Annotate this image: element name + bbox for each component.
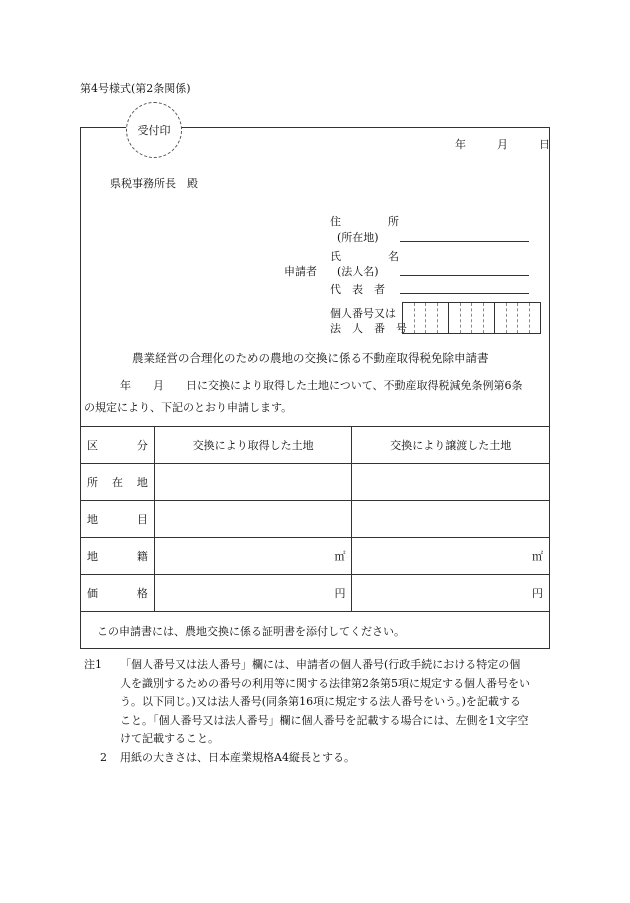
- row-label-price: [81, 575, 155, 612]
- row-label-char: 地: [87, 550, 98, 563]
- note-1-line: けて記載すること。: [120, 732, 219, 745]
- date-year: 年: [455, 138, 466, 151]
- number-label-2: 法 人 番 号: [330, 322, 407, 335]
- reception-stamp-circle: [126, 102, 182, 158]
- row-label-area: [81, 538, 155, 575]
- area-unit: ㎡: [334, 550, 346, 563]
- name-sub-label: (法人名): [337, 265, 379, 278]
- attachment-note: この申請書には、農地交換に係る証明書を添付してください。: [97, 625, 405, 638]
- document-title: 農業経営の合理化のための農地の交換に係る不動産取得税免除申請書: [132, 351, 489, 365]
- number-digit-cell[interactable]: [403, 303, 415, 333]
- header-category-char: 区: [87, 439, 98, 452]
- number-digit-cell[interactable]: [507, 303, 519, 333]
- number-digit-cell[interactable]: [495, 303, 507, 333]
- price-unit: 円: [334, 587, 346, 600]
- row-label-char: 地: [87, 513, 98, 526]
- number-digit-cell[interactable]: [438, 303, 450, 333]
- price-acquired-cell[interactable]: [154, 575, 352, 612]
- row-label-land-category: [81, 501, 155, 538]
- table-row: [81, 575, 550, 612]
- row-label-char: 格: [136, 587, 148, 600]
- number-digit-cell[interactable]: [461, 303, 473, 333]
- name-label-2: 名: [388, 250, 399, 263]
- note-2-text: 用紙の大きさは、日本産業規格A4縦長とする。: [120, 750, 355, 764]
- note-1-line: 人を識別するための番号の利用等に関する法律第2条第5項に規定する個人番号をい: [120, 676, 530, 690]
- land-category-acquired-cell[interactable]: [154, 501, 352, 538]
- number-digit-cell[interactable]: [518, 303, 530, 333]
- date-day: 日: [539, 138, 550, 151]
- location-acquired-cell[interactable]: [154, 464, 352, 501]
- note-1-number: 注1: [84, 658, 102, 671]
- note-2-number: 2: [100, 750, 107, 764]
- date-month: 月: [497, 138, 508, 151]
- land-category-transferred-cell[interactable]: [352, 501, 550, 538]
- name-label-1: 氏: [330, 250, 341, 263]
- table-row: [81, 501, 550, 538]
- header-acquired: 交換により取得した土地: [154, 427, 352, 464]
- row-label-char: 価: [87, 587, 98, 600]
- land-table: [80, 426, 550, 612]
- number-digit-cell[interactable]: [484, 303, 496, 333]
- addressee: 県税事務所長 殿: [110, 177, 198, 190]
- representative-label: 代 表 者: [330, 283, 385, 296]
- table-header-row: [81, 427, 550, 464]
- number-label-1: 個人番号又は: [330, 307, 396, 320]
- note-2: [84, 749, 554, 768]
- area-acquired-cell[interactable]: [154, 538, 352, 575]
- row-label-location: [81, 464, 155, 501]
- number-digit-cell[interactable]: [415, 303, 427, 333]
- row-label-char: 籍: [136, 550, 148, 563]
- number-digit-cell[interactable]: [449, 303, 461, 333]
- number-digit-cell[interactable]: [426, 303, 438, 333]
- number-digit-cell[interactable]: [472, 303, 484, 333]
- date-line: [455, 136, 550, 152]
- address-sub-label: (所在地): [337, 231, 379, 244]
- area-unit: ㎡: [532, 550, 543, 563]
- address-label-2: 所: [388, 215, 399, 228]
- name-field-line[interactable]: [400, 275, 529, 276]
- row-label-char: 地: [136, 476, 148, 489]
- area-transferred-cell[interactable]: [352, 538, 550, 575]
- address-field-line[interactable]: [400, 241, 529, 242]
- intro-line-2: の規定により、下記のとおり申請します。: [84, 401, 293, 414]
- note-1: [84, 656, 554, 749]
- header-category: [81, 427, 155, 464]
- notes-section: [84, 656, 554, 767]
- header-category-char: 分: [136, 439, 148, 452]
- number-digit-cell[interactable]: [530, 303, 541, 333]
- stamp-label: 受付印: [137, 124, 171, 137]
- header-transferred: 交換により譲渡した土地: [352, 427, 550, 464]
- note-1-line: う。以下同じ。)又は法人番号(同条第16項に規定する法人番号をいう。)を記載する: [120, 695, 521, 708]
- row-label-char: 目: [136, 513, 148, 526]
- note-1-line: こと。「個人番号又は法人番号」欄に個人番号を記載する場合には、左側を1文字空: [120, 713, 529, 727]
- price-unit: 円: [532, 587, 543, 600]
- row-label-char: 在: [111, 476, 123, 489]
- representative-field-line[interactable]: [400, 293, 529, 294]
- address-label-1: 住: [330, 215, 341, 228]
- table-row: [81, 538, 550, 575]
- row-label-char: 所: [87, 476, 98, 489]
- note-1-line: 「個人番号又は法人番号」欄には、申請者の個人番号(行政手続における特定の個: [120, 658, 521, 671]
- price-transferred-cell[interactable]: [352, 575, 550, 612]
- location-transferred-cell[interactable]: [352, 464, 550, 501]
- table-row: [81, 464, 550, 501]
- applicant-group-label: 申請者: [284, 265, 317, 278]
- individual-corporate-number-box[interactable]: [402, 302, 541, 334]
- intro-line-1: 年 月 日に交換により取得した土地について、不動産取得税減免条例第6条: [120, 379, 523, 392]
- form-number: 第4号様式(第2条関係): [80, 82, 191, 95]
